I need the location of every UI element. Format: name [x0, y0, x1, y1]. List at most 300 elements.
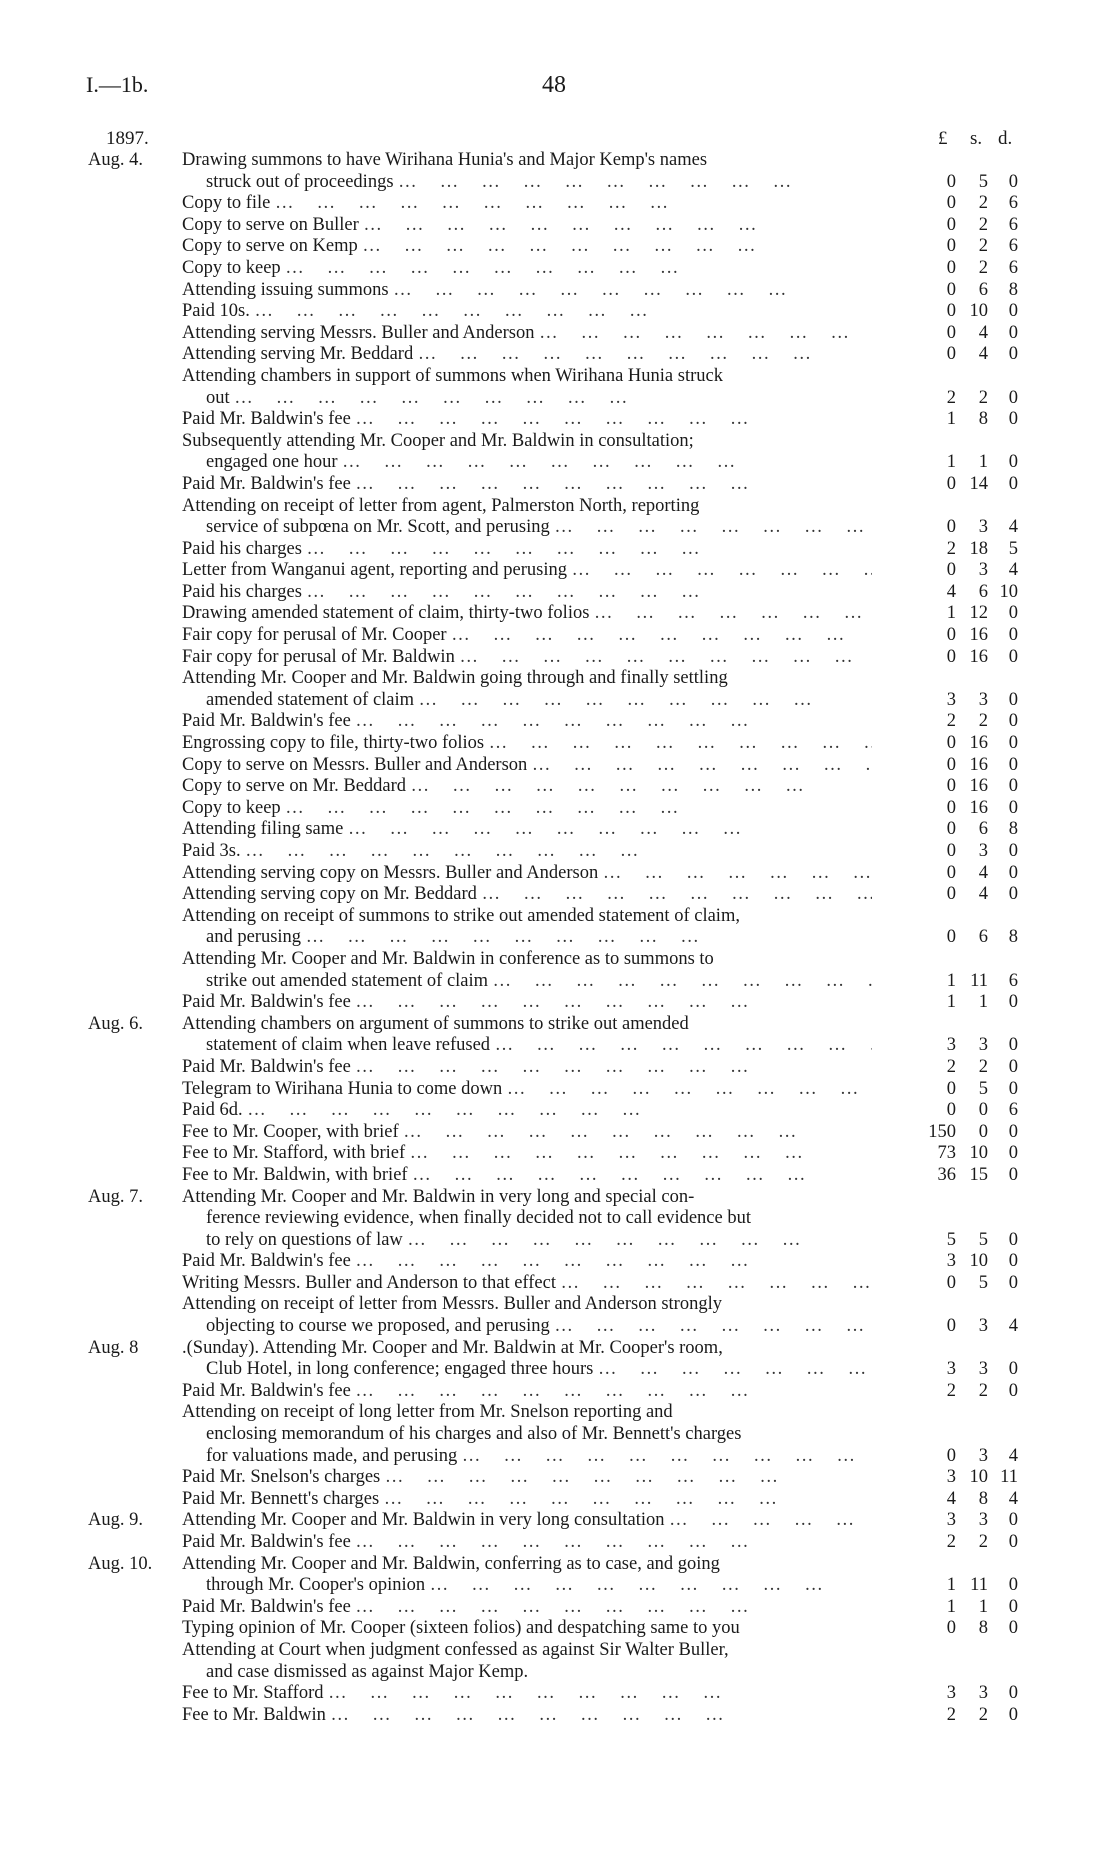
entry-row: [0, 366, 1114, 388]
entry-description: Writing Messrs. Buller and Anderson to that effect … … … … … … … … … …: [182, 1273, 872, 1295]
entry-description: Fee to Mr. Baldwin, with brief … … … … … … … … … …: [182, 1165, 872, 1187]
entry-description: Fair copy for perusal of Mr. Baldwin … … … … … … … … … …: [182, 647, 872, 669]
amount-pounds: 1: [946, 1575, 956, 1596]
entry-row: [0, 388, 1114, 410]
amount-shillings: 16: [969, 776, 988, 797]
entry-row: [0, 1467, 1114, 1489]
amount-pence: 6: [1008, 214, 1018, 235]
entry-row: [0, 949, 1114, 971]
amount-pounds: 0: [946, 322, 956, 343]
amount-pence: 0: [1008, 1575, 1018, 1596]
amount-pounds: 5: [946, 1229, 956, 1250]
amount-pence: 0: [1008, 776, 1018, 797]
amount-pence: 0: [1008, 322, 1018, 343]
amount-shillings: 8: [978, 1618, 988, 1639]
amount-pounds: 1: [946, 1596, 956, 1617]
amount-shillings: 12: [969, 603, 988, 624]
amount-pounds: 0: [946, 236, 956, 257]
amount-pence: 0: [1008, 884, 1018, 905]
entry-description: Copy to serve on Kemp … … … … … … … … … …: [182, 236, 872, 258]
entry-description: Copy to serve on Mr. Beddard … … … … … … … … … …: [182, 776, 872, 798]
entry-description: Copy to serve on Buller … … … … … … … … … …: [182, 215, 872, 237]
amount-pounds: 2: [946, 1704, 956, 1725]
amount-pounds: 73: [937, 1143, 956, 1164]
entry-row: [0, 560, 1114, 582]
entry-date: Aug. 8: [88, 1337, 139, 1358]
amount-pence: 0: [1008, 452, 1018, 473]
entry-row: [0, 1510, 1114, 1532]
entry-row: [0, 1079, 1114, 1101]
amount-pounds: 2: [946, 1056, 956, 1077]
entry-description: Paid his charges … … … … … … … … … …: [182, 582, 872, 604]
amount-shillings: 2: [978, 711, 988, 732]
entry-description: Attending Mr. Cooper and Mr. Baldwin, conferring as to case, and going: [182, 1553, 720, 1574]
amount-shillings: 11: [970, 970, 988, 991]
entry-row: [0, 1424, 1114, 1446]
amount-pounds: 0: [946, 279, 956, 300]
amount-shillings: 3: [978, 689, 988, 710]
entry-row: [0, 1381, 1114, 1403]
entry-description: Paid Mr. Baldwin's fee … … … … … … … … … …: [182, 1597, 872, 1619]
entry-date: Aug. 7.: [88, 1186, 143, 1207]
entry-description: amended statement of claim … … … … … … … … … …: [206, 690, 872, 712]
amount-pounds: 0: [946, 301, 956, 322]
entry-row: [0, 452, 1114, 474]
entry-description: Paid Mr. Snelson's charges … … … … … … … … … …: [182, 1467, 872, 1489]
amount-pounds: 2: [946, 387, 956, 408]
amount-pence: 0: [1008, 301, 1018, 322]
entry-description: strike out amended statement of claim … … … … … … … … … …: [206, 971, 872, 993]
amount-pounds: 0: [946, 214, 956, 235]
amount-pence: 0: [1008, 992, 1018, 1013]
entry-row: [0, 517, 1114, 539]
amount-shillings: 2: [978, 236, 988, 257]
amount-pence: 0: [1008, 625, 1018, 646]
entry-description: .(Sunday). Attending Mr. Cooper and Mr. Baldwin at Mr. Cooper's room,: [182, 1337, 723, 1358]
entry-row: [0, 1532, 1114, 1554]
amount-pence: 0: [1008, 1532, 1018, 1552]
amount-pence: 0: [1008, 1143, 1018, 1164]
amount-pence: 11: [1000, 1467, 1018, 1488]
entry-description: statement of claim when leave refused … … … … … … … … … …: [206, 1035, 872, 1057]
amount-shillings: 8: [978, 1488, 988, 1509]
entry-row: [0, 1208, 1114, 1230]
year-heading: 1897.: [106, 128, 149, 149]
entry-description: Attending Mr. Cooper and Mr. Baldwin in very long and special con-: [182, 1186, 695, 1207]
amount-pence: 0: [1008, 603, 1018, 624]
entry-date: Aug. 4.: [88, 150, 143, 170]
amount-pounds: 0: [946, 733, 956, 754]
amount-shillings: 1: [978, 1596, 988, 1617]
entry-description: Attending Mr. Cooper and Mr. Baldwin in very long consultation … … … … … … … … … …: [182, 1510, 872, 1532]
amount-pence: 4: [1008, 1445, 1018, 1466]
entry-row: [0, 1402, 1114, 1424]
amount-pounds: 0: [946, 841, 956, 861]
entry-date: Aug. 6.: [88, 1013, 143, 1034]
amount-pounds: 0: [946, 473, 956, 494]
entry-row: [0, 1187, 1114, 1209]
amount-shillings: 6: [978, 279, 988, 300]
entry-row: [0, 863, 1114, 885]
amount-shillings: 4: [978, 884, 988, 905]
amount-shillings: 8: [978, 409, 988, 430]
entry-row: [0, 539, 1114, 561]
amount-pence: 6: [1008, 236, 1018, 257]
entry-description: Attending serving copy on Mr. Beddard … … … … … … … … … …: [182, 884, 872, 906]
entry-row: [0, 323, 1114, 345]
entry-row: [0, 1597, 1114, 1619]
entry-row: [0, 1683, 1114, 1705]
entry-row: [0, 733, 1114, 755]
amount-pounds: 2: [946, 711, 956, 732]
entry-description: Drawing summons to have Wirihana Hunia's and Major Kemp's names: [182, 150, 708, 170]
entry-row: [0, 172, 1114, 194]
page-number: 48: [542, 72, 566, 98]
amount-shillings: 5: [978, 1272, 988, 1293]
entry-description: service of subpœna on Mr. Scott, and perusing … … … … … … … … … …: [206, 517, 872, 539]
amount-pence: 0: [1008, 754, 1018, 775]
amount-pence: 0: [1008, 1704, 1018, 1725]
amount-pounds: 0: [946, 1316, 956, 1337]
amount-shillings: 15: [969, 1164, 988, 1185]
entry-row: [0, 625, 1114, 647]
amount-pounds: 36: [937, 1164, 956, 1185]
amount-shillings: 3: [978, 1510, 988, 1531]
entry-description: Paid Mr. Baldwin's fee … … … … … … … … … …: [182, 1057, 872, 1079]
amount-pence: 0: [1008, 171, 1018, 192]
entry-description: Copy to serve on Messrs. Buller and Anderson … … … … … … … … … …: [182, 755, 872, 777]
entry-row: [0, 409, 1114, 431]
entry-row: [0, 647, 1114, 669]
amount-shillings: 16: [969, 646, 988, 667]
entry-description: Paid Mr. Baldwin's fee … … … … … … … … … …: [182, 1251, 872, 1273]
entry-description: Fee to Mr. Stafford, with brief … … … … … … … … … …: [182, 1143, 872, 1165]
amount-shillings: 3: [978, 1445, 988, 1466]
entry-description: Attending on receipt of summons to strike out amended statement of claim,: [182, 905, 740, 926]
amount-pence: 0: [1008, 1618, 1018, 1639]
amount-pence: 0: [1008, 1164, 1018, 1185]
entry-row: [0, 1057, 1114, 1079]
entry-row: [0, 496, 1114, 518]
entry-description: engaged one hour … … … … … … … … … …: [206, 452, 872, 474]
amount-pence: 4: [1008, 1316, 1018, 1337]
entry-description: Attending on receipt of letter from Messrs. Buller and Anderson strongly: [182, 1294, 722, 1315]
entry-row: [0, 1100, 1114, 1122]
amount-pence: 0: [1008, 1035, 1018, 1056]
amount-shillings: 6: [978, 927, 988, 948]
entry-description: Attending filing same … … … … … … … … … …: [182, 819, 872, 841]
entry-description: and perusing … … … … … … … … … …: [206, 927, 872, 949]
entry-row: [0, 1143, 1114, 1165]
amount-pence: 0: [1008, 841, 1018, 861]
amount-pence: 0: [1008, 1272, 1018, 1293]
entry-row: [0, 1316, 1114, 1338]
amount-shillings: 4: [978, 322, 988, 343]
amount-pounds: 0: [946, 560, 956, 581]
amount-pounds: 0: [946, 257, 956, 278]
amount-pence: 8: [1008, 927, 1018, 948]
entry-description: Club Hotel, in long conference; engaged three hours … … … … … … … … … …: [206, 1359, 872, 1381]
entry-row: [0, 992, 1114, 1014]
amount-shillings: 3: [978, 841, 988, 861]
amount-pounds: 0: [946, 1618, 956, 1639]
entry-description: Paid Mr. Baldwin's fee … … … … … … … … … …: [182, 711, 872, 733]
amount-pounds: 0: [946, 1272, 956, 1293]
amount-pence: 6: [1008, 970, 1018, 991]
entry-description: to rely on questions of law … … … … … … … … … …: [206, 1230, 872, 1252]
amount-shillings: 4: [978, 344, 988, 365]
entry-row: [0, 1165, 1114, 1187]
entry-row: [0, 971, 1114, 993]
amount-pence: 5: [1008, 538, 1018, 559]
amount-shillings: 3: [978, 1683, 988, 1704]
amount-pence: 0: [1008, 646, 1018, 667]
entry-description: struck out of proceedings … … … … … … … … … …: [206, 172, 872, 194]
amount-shillings: 18: [969, 538, 988, 559]
entry-row: [0, 1662, 1114, 1684]
entry-description: Drawing amended statement of claim, thirty-two folios … … … … … … … … … …: [182, 603, 872, 625]
amount-pence: 0: [1008, 689, 1018, 710]
entry-row: [0, 1575, 1114, 1597]
entry-row: [0, 711, 1114, 733]
entry-description: Copy to keep … … … … … … … … … …: [182, 258, 872, 280]
amount-pounds: 3: [946, 1359, 956, 1380]
amount-shillings: 10: [969, 1251, 988, 1272]
entry-description: Letter from Wanganui agent, reporting and perusing … … … … … … … … … …: [182, 560, 872, 582]
amount-shillings: 5: [978, 1078, 988, 1099]
amount-pence: 0: [1008, 473, 1018, 494]
entry-row: [0, 1294, 1114, 1316]
amount-shillings: 1: [978, 992, 988, 1013]
amount-pounds: 0: [946, 517, 956, 538]
entry-row: [0, 1122, 1114, 1144]
amount-shillings: 4: [978, 862, 988, 883]
entry-row: [0, 755, 1114, 777]
entry-description: Fair copy for perusal of Mr. Cooper … … … … … … … … … …: [182, 625, 872, 647]
amount-pounds: 4: [946, 1488, 956, 1509]
entry-date: Aug. 10.: [88, 1553, 153, 1574]
amount-shillings: 10: [969, 1143, 988, 1164]
document-reference: I.—1b.: [86, 72, 149, 97]
amount-pounds: 0: [946, 646, 956, 667]
amount-pounds: 0: [946, 797, 956, 818]
amount-shillings: 2: [978, 257, 988, 278]
entry-description: for valuations made, and perusing … … … … … … … … … …: [206, 1446, 872, 1468]
amount-pounds: 2: [946, 538, 956, 559]
entry-row: [0, 776, 1114, 798]
pounds-column-header: £: [938, 128, 948, 149]
entry-row: [0, 927, 1114, 949]
entry-description: Paid 6d. … … … … … … … … … …: [182, 1100, 872, 1122]
amount-pounds: 3: [946, 1251, 956, 1272]
entry-row: [0, 884, 1114, 906]
amount-shillings: 3: [978, 1035, 988, 1056]
entry-row: [0, 1618, 1114, 1640]
amount-pence: 0: [1008, 1596, 1018, 1617]
entry-row: [0, 1338, 1114, 1360]
amount-shillings: 3: [978, 560, 988, 581]
entry-description: Fee to Mr. Stafford … … … … … … … … … …: [182, 1683, 872, 1705]
entry-row: [0, 1273, 1114, 1295]
entry-row: [0, 668, 1114, 690]
amount-shillings: 6: [978, 581, 988, 602]
amount-pounds: 0: [946, 754, 956, 775]
entry-description: Paid Mr. Baldwin's fee … … … … … … … … … …: [182, 1381, 872, 1403]
amount-pounds: 3: [946, 1467, 956, 1488]
amount-pounds: 0: [946, 171, 956, 192]
amount-pence: 0: [1008, 1229, 1018, 1250]
entry-row: [0, 1359, 1114, 1381]
entry-row: [0, 431, 1114, 453]
amount-pence: 4: [1008, 517, 1018, 538]
entry-description: Attending serving Messrs. Buller and Anderson … … … … … … … … … …: [182, 323, 872, 345]
entry-description: Paid Mr. Baldwin's fee … … … … … … … … … …: [182, 409, 872, 431]
entry-row: [0, 344, 1114, 366]
pence-column-header: d.: [998, 128, 1013, 149]
amount-pence: 0: [1008, 797, 1018, 818]
entry-description: Attending on receipt of letter from agent, Palmerston North, reporting: [182, 495, 700, 516]
amount-pounds: 0: [946, 776, 956, 797]
amount-pounds: 3: [946, 1035, 956, 1056]
amount-pounds: 0: [946, 1445, 956, 1466]
entry-row: [0, 906, 1114, 928]
amount-shillings: 6: [978, 819, 988, 840]
amount-shillings: 16: [969, 733, 988, 754]
entry-date: Aug. 9.: [88, 1510, 143, 1531]
amount-pence: 0: [1008, 733, 1018, 754]
entry-row: [0, 582, 1114, 604]
entry-row: [0, 603, 1114, 625]
amount-pence: 6: [1008, 257, 1018, 278]
entry-row: [0, 819, 1114, 841]
amount-pence: 0: [1008, 711, 1018, 732]
entry-description: Attending Mr. Cooper and Mr. Baldwin in conference as to summons to: [182, 948, 714, 969]
amount-pounds: 0: [946, 862, 956, 883]
entry-row: [0, 215, 1114, 237]
amount-pence: 10: [999, 581, 1018, 602]
amount-shillings: 11: [970, 1575, 988, 1596]
entry-description: Attending Mr. Cooper and Mr. Baldwin going through and finally settling: [182, 668, 728, 689]
entry-row: [0, 1640, 1114, 1662]
amount-pounds: 0: [946, 344, 956, 365]
amount-pounds: 4: [946, 581, 956, 602]
amount-pounds: 150: [928, 1121, 956, 1142]
amount-pence: 0: [1008, 387, 1018, 408]
amount-shillings: 0: [978, 1121, 988, 1142]
entry-row: [0, 1251, 1114, 1273]
amount-shillings: 16: [969, 625, 988, 646]
amount-shillings: 16: [969, 797, 988, 818]
entry-row: [0, 1705, 1114, 1727]
amount-shillings: 3: [978, 1316, 988, 1337]
amount-pence: 4: [1008, 560, 1018, 581]
amount-pounds: 0: [946, 927, 956, 948]
entry-row: [0, 1014, 1114, 1036]
entry-description: ference reviewing evidence, when finally decided not to call evidence but: [206, 1208, 751, 1229]
amount-pence: 0: [1008, 862, 1018, 883]
amount-shillings: 16: [969, 754, 988, 775]
amount-pounds: 1: [946, 603, 956, 624]
entry-description: Copy to file … … … … … … … … … …: [182, 193, 872, 215]
amount-pounds: 3: [946, 689, 956, 710]
amount-pounds: 0: [946, 1078, 956, 1099]
amount-pence: 0: [1008, 1078, 1018, 1099]
entry-row: [0, 258, 1114, 280]
amount-shillings: 10: [969, 301, 988, 322]
entry-description: Attending on receipt of long letter from Mr. Snelson reporting and: [182, 1402, 673, 1423]
amount-pounds: 0: [946, 1100, 956, 1121]
entry-description: Paid 3s. … … … … … … … … … …: [182, 841, 872, 863]
entry-description: Attending serving Mr. Beddard … … … … … … … … … …: [182, 344, 872, 366]
amount-pounds: 1: [946, 452, 956, 473]
entry-description: Attending chambers on argument of summons to strike out amended: [182, 1013, 689, 1034]
amount-pence: 0: [1008, 1380, 1018, 1401]
entry-row: [0, 280, 1114, 302]
amount-shillings: 3: [978, 517, 988, 538]
entry-description: Subsequently attending Mr. Cooper and Mr. Baldwin in consultation;: [182, 430, 694, 451]
amount-pence: 0: [1008, 1251, 1018, 1272]
entry-description: Paid Mr. Baldwin's fee … … … … … … … … … …: [182, 474, 872, 496]
amount-shillings: 2: [978, 1380, 988, 1401]
amount-shillings: 5: [978, 171, 988, 192]
entry-description: Attending at Court when judgment confessed as against Sir Walter Buller,: [182, 1639, 729, 1660]
entry-description: Paid his charges … … … … … … … … … …: [182, 539, 872, 561]
amount-pence: 0: [1008, 1510, 1018, 1531]
amount-pence: 8: [1008, 819, 1018, 840]
amount-pounds: 0: [946, 819, 956, 840]
amount-pounds: 0: [946, 625, 956, 646]
entry-row: [0, 690, 1114, 712]
entry-row: [0, 1554, 1114, 1576]
amount-pounds: 3: [946, 1683, 956, 1704]
amount-shillings: 2: [978, 1532, 988, 1552]
entry-row: [0, 150, 1114, 172]
ledger-entries: [0, 150, 1114, 1726]
entry-description: Copy to keep … … … … … … … … … …: [182, 798, 872, 820]
amount-pounds: 0: [946, 193, 956, 214]
entry-description: Attending chambers in support of summons when Wirihana Hunia struck: [182, 365, 723, 386]
amount-pence: 0: [1008, 409, 1018, 430]
entry-row: [0, 193, 1114, 215]
entry-description: enclosing memorandum of his charges and also of Mr. Bennett's charges: [206, 1424, 742, 1445]
entry-row: [0, 1035, 1114, 1057]
amount-pence: 6: [1008, 193, 1018, 214]
entry-description: Attending issuing summons … … … … … … … … … …: [182, 280, 872, 302]
amount-pounds: 3: [946, 1510, 956, 1531]
page-header: [0, 72, 1114, 102]
amount-pounds: 2: [946, 1532, 956, 1552]
amount-pounds: 0: [946, 884, 956, 905]
amount-shillings: 10: [969, 1467, 988, 1488]
amount-pounds: 1: [946, 970, 956, 991]
entry-description: Typing opinion of Mr. Cooper (sixteen folios) and despatching same to you: [182, 1618, 740, 1639]
entry-description: through Mr. Cooper's opinion … … … … … … … … … …: [206, 1575, 872, 1597]
amount-shillings: 3: [978, 1359, 988, 1380]
amount-shillings: 14: [969, 473, 988, 494]
amount-pence: 4: [1008, 1488, 1018, 1509]
amount-pence: 0: [1008, 1121, 1018, 1142]
entry-description: Fee to Mr. Baldwin … … … … … … … … … …: [182, 1705, 872, 1727]
entry-description: Fee to Mr. Cooper, with brief … … … … … … … … … …: [182, 1122, 872, 1144]
entry-row: [0, 301, 1114, 323]
entry-description: Telegram to Wirihana Hunia to come down … … … … … … … … … …: [182, 1079, 872, 1101]
entry-description: Engrossing copy to file, thirty-two folios … … … … … … … … … …: [182, 733, 872, 755]
amount-shillings: 1: [978, 452, 988, 473]
entry-description: Paid Mr. Baldwin's fee … … … … … … … … … …: [182, 1532, 872, 1554]
amount-shillings: 5: [978, 1229, 988, 1250]
amount-shillings: 2: [978, 1056, 988, 1077]
entry-row: [0, 798, 1114, 820]
